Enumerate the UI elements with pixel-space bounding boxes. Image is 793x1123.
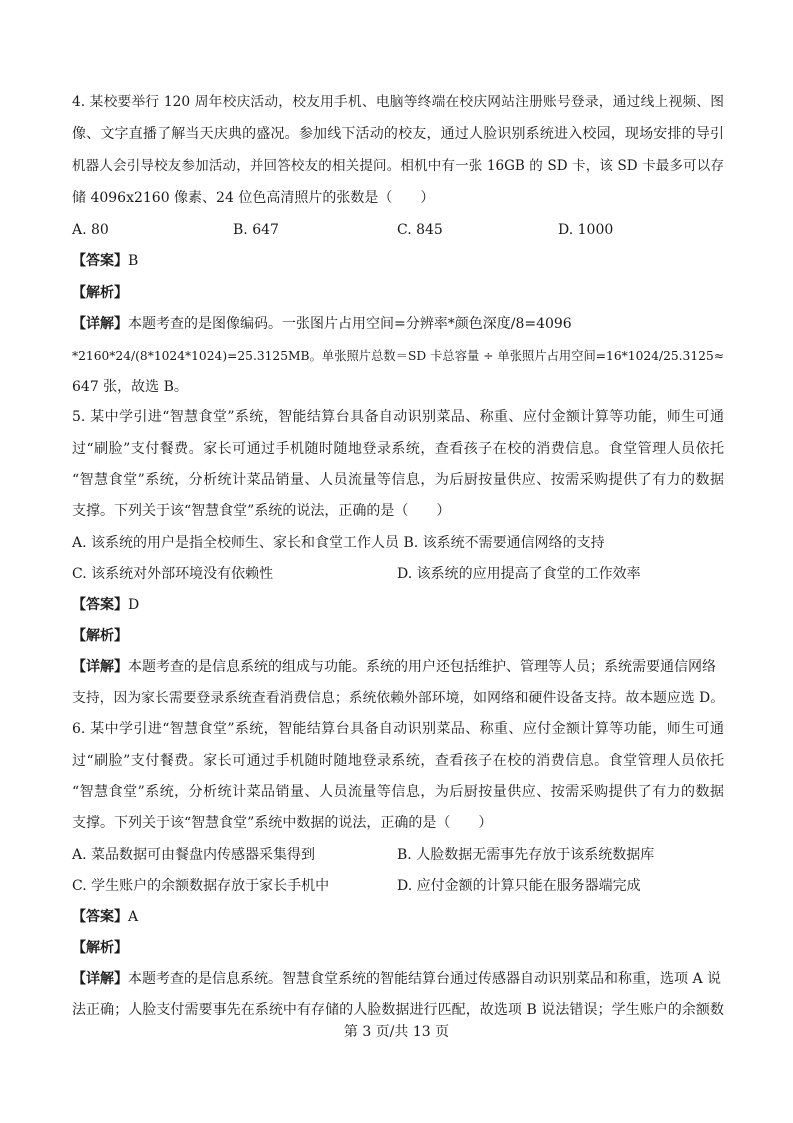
detail-text: 本题考查的是图像编码。一张图片占用空间=分辨率*颜色深度/8=4096 [128,316,572,332]
q5-option-d: D. 该系统的应用提高了食堂的工作效率 [397,566,641,582]
q6-answer [72,907,724,927]
q4-detail-line: 647 张，故选 B。 [72,379,188,395]
q6-option-d: D. 应付金额的计算只能在服务器端完成 [397,878,641,894]
q5-stem-line: 过“刷脸”支付餐费。家长可通过手机随时随地登录系统，查看孩子在校的消费信息。食堂管理人员依托 [72,441,724,457]
q6-stem-line: 过“刷脸”支付餐费。家长可通过手机随时随地登录系统，查看孩子在校的消费信息。食堂管理人员依托 [72,753,724,769]
q6-detail-line [72,969,724,989]
q5-stem-line: 5. 某中学引进“智慧食堂”系统，智能结算台具备自动识别菜品、称重、应付金额计算等功能，师生可通 [72,409,724,425]
q4-option-b: B. 647 [233,222,279,238]
q6-stem-line: 6. 某中学引进“智慧食堂”系统，智能结算台具备自动识别菜品、称重、应付金额计算等功能，师生可通 [72,721,724,737]
q6-option-c: C. 学生账户的余额数据存放于家长手机中 [72,878,330,894]
q5-stem-line: 支撑。下列关于该“智慧食堂”系统的说法，正确的是（ ） [72,503,451,519]
answer-value: B [128,253,139,269]
q5-answer [72,595,724,615]
q5-option-ab: A. 该系统的用户是指全校师生、家长和食堂工作人员 B. 该系统不需要通信网络的支持 [72,535,605,551]
q4-detail-line [72,314,724,334]
analysis-tag: 【解析】 [72,628,128,644]
q5-stem-line: “智慧食堂”系统，分析统计菜品销量、人员流量等信息，为后厨按量供应、按需采购提供了有力的数据 [72,472,724,488]
q4-option-c: C. 845 [397,222,443,238]
q4-option-a: A. 80 [72,222,109,238]
q6-option-b: B. 人脸数据无需事先存放于该系统数据库 [397,847,655,863]
q6-option-a: A. 菜品数据可由餐盘内传感器采集得到 [72,847,316,863]
page-number: 第 3 页/共 13 页 [343,1024,450,1040]
detail-text: 本题考查的是信息系统。智慧食堂系统的智能结算台通过传感器自动识别菜品和称重，选项 A 说 [128,971,722,987]
q4-stem-line: 4. 某校要举行 120 周年校庆活动，校友用手机、电脑等终端在校庆网站注册账号登录，通过线上视频、图 [72,94,724,110]
q5-detail-line: 支持，因为家长需要登录系统查看消费信息；系统依赖外部环境，如网络和硬件设备支持。故本题应选 D。 [72,690,724,706]
q5-option-c: C. 该系统对外部环境没有依赖性 [72,566,274,582]
q4-stem-line: 储 4096x2160 像素、24 位色高清照片的张数是（ ） [72,190,435,206]
q6-analysis-heading [72,938,724,958]
q4-option-d: D. 1000 [558,222,614,238]
q6-stem-line: “智慧食堂”系统，分析统计菜品销量、人员流量等信息，为后厨按量供应、按需采购提供了有力的数据 [72,784,724,800]
answer-tag: 【答案】 [72,597,128,613]
answer-tag: 【答案】 [72,909,128,925]
detail-tag: 【详解】 [72,659,128,675]
q5-detail-line [72,657,724,677]
answer-tag: 【答案】 [72,253,128,269]
q6-stem-line: 支撑。下列关于该“智慧食堂”系统中数据的说法，正确的是（ ） [72,815,493,831]
detail-text: 本题考查的是信息系统的组成与功能。系统的用户还包括维护、管理等人员；系统需要通信网络 [128,659,716,675]
answer-value: A [128,909,139,925]
q6-detail-line: 法正确；人脸支付需要事先在系统中有存储的人脸数据进行匹配，故选项 B 说法错误；学生账户的余额数 [72,1002,724,1018]
q4-answer [72,251,724,271]
detail-tag: 【详解】 [72,971,128,987]
q4-stem-line: 像、文字直播了解当天庆典的盛况。参加线下活动的校友，通过人脸识别系统进入校园，现场安排的导引 [72,126,724,142]
answer-value: D [128,597,140,613]
q4-analysis-heading [72,283,724,303]
detail-tag: 【详解】 [72,316,128,332]
analysis-tag: 【解析】 [72,940,128,956]
q4-stem-line: 机器人会引导校友参加活动，并回答校友的相关提问。相机中有一张 16GB 的 SD 卡，该 SD 卡最多可以存 [72,158,724,174]
q5-analysis-heading [72,626,724,646]
q4-detail-line: *2160*24/(8*1024*1024)=25.3125MB。单张照片总数＝SD 卡总容量 ÷ 单张照片占用空间=16*1024/25.3125≈ [72,349,724,363]
analysis-tag: 【解析】 [72,285,128,301]
